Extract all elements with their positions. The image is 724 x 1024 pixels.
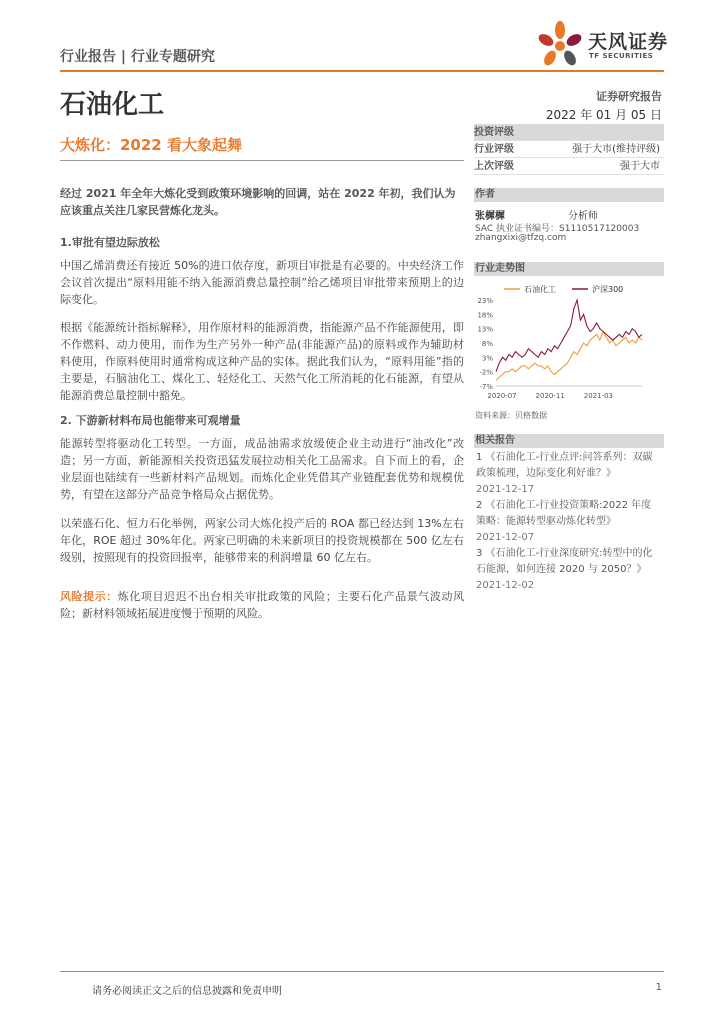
author-header: 作者	[474, 188, 664, 202]
author-name: 张樨樨	[475, 211, 505, 222]
industry-title: 石油化工	[60, 90, 165, 120]
header-divider	[60, 70, 664, 72]
related-report-item[interactable]	[476, 498, 660, 546]
footer-divider	[60, 971, 664, 972]
rating-row	[474, 141, 664, 158]
rating-row	[474, 158, 664, 175]
headline-divider	[60, 160, 464, 161]
related-report-title[interactable]: 3 《石油化工-行业深度研究:转型中的化石能源，如何连接 2020 与 2050？》	[476, 548, 653, 575]
related-report-item[interactable]	[476, 450, 660, 498]
rating-header: 投资评级	[474, 127, 514, 138]
related-report-item[interactable]	[476, 546, 660, 594]
report-type: 证券研究报告	[596, 90, 662, 103]
related-report-title[interactable]: 2 《石油化工-行业投资策略:2022 年度策略：能源转型驱动炼化转型》	[476, 500, 652, 527]
section1-paragraph1: 中国乙烯消费还有接近 50%的进口依存度，新项目审批是有必要的。中央经济工作会议首次提出“原料用能不纳入能源消费总量控制”给乙烯项目审批带来预期上的边际变化。	[60, 259, 464, 306]
rating-header-row	[474, 124, 664, 141]
risk-warning	[60, 588, 464, 622]
x-tick-label: 2021-03	[583, 392, 613, 400]
related-report-date: 2021-12-02	[476, 580, 535, 591]
rating-table	[474, 124, 664, 175]
report-date: 2022 年 01 月 05 日	[545, 108, 662, 122]
related-reports-list	[476, 450, 660, 594]
author-sac-number: SAC 执业证书编号：S1110517120003	[475, 224, 640, 234]
legend-label: 沪深300	[592, 285, 624, 294]
chart-source: 资料来源：贝格数据	[475, 411, 547, 420]
risk-label: 风险提示：	[60, 590, 118, 603]
trend-chart-svg	[474, 276, 664, 402]
related-report-date: 2021-12-07	[476, 532, 535, 543]
author-email[interactable]: zhangxixi@tfzq.com	[475, 233, 567, 243]
rating-key: 上次评级	[474, 161, 514, 172]
abstract: 经过 2021 年全年大炼化受到政策环境影响的回调，站在 2022 年初，我们认为应该重点关注几家民营炼化龙头。	[60, 187, 456, 217]
page-number: 1	[655, 982, 662, 993]
trend-chart	[474, 276, 664, 402]
report-headline: 大炼化：2022 看大象起舞	[60, 136, 242, 154]
related-header: 相关报告	[474, 434, 664, 448]
y-tick-label: -7%	[479, 383, 493, 391]
trend-header: 行业走势图	[474, 262, 664, 276]
section2-title: 2. 下游新材料布局也能带来可观增量	[60, 414, 241, 427]
x-tick-label: 2020-11	[535, 392, 565, 400]
rating-value: 强于大市(维持评级)	[572, 144, 660, 155]
y-tick-label: 13%	[477, 325, 493, 334]
rating-value: 强于大市	[620, 161, 660, 172]
y-tick-label: 23%	[477, 297, 493, 305]
tf-securities-logo	[532, 18, 588, 74]
series-line-petrochemical	[496, 332, 642, 381]
section1-title: 1.审批有望边际放松	[60, 236, 160, 249]
section2-paragraph1: 能源转型将驱动化工转型。一方面，成品油需求放缓使企业主动进行“油改化”改造；另一方面，新能源相关投资迅猛发展拉动相关化工品需求。自下而上的看，企业层面也陆续有一些新材料产品规划。而炼化企业凭借其产业链配套优势和规模优势，有望在这部分产品竞争格局众占据优势。	[60, 437, 464, 501]
related-report-date: 2021-12-17	[476, 484, 535, 495]
y-tick-label: 3%	[481, 354, 493, 363]
brand-name-en: TF SECURITIES	[589, 52, 654, 60]
brand-name-cn: 天风证券	[588, 31, 669, 53]
y-tick-label: 8%	[481, 340, 493, 348]
brand	[532, 18, 672, 74]
author-title: 分析师	[568, 211, 598, 222]
risk-text: 炼化项目迟迟不出台相关审批政策的风险；主要石化产品景气波动风险；新材料领域拓展进度慢于预期的风险。	[60, 590, 465, 620]
related-report-title[interactable]: 1 《石油化工-行业点评:问答系列：双碳政策梳理，边际变化利好谁？》	[476, 452, 653, 479]
legend-label: 石油化工	[524, 285, 556, 294]
section2-paragraph2: 以荣盛石化、恒力石化举例，两家公司大炼化投产后的 ROA 都已经达到 13%左右年化，ROE 超过 30%年化。两家已明确的未来新项目的投资规模都在 500 亿左右级别，按照现有的投资回报率，能够带来的利润增量 60 亿左右。	[60, 517, 464, 564]
y-tick-label: -2%	[479, 368, 493, 377]
rating-key: 行业评级	[474, 144, 514, 155]
breadcrumb: 行业报告 | 行业专题研究	[60, 49, 215, 65]
y-tick-label: 18%	[477, 311, 493, 320]
x-tick-label: 2020-07	[487, 392, 517, 400]
disclaimer-note: 请务必阅读正文之后的信息披露和免责申明	[92, 986, 282, 997]
section1-paragraph2: 根据《能源统计指标解释》，用作原材料的能源消费，指能源产品不作能源使用，即不作燃料、动力使用，而作为生产另外一种产品(非能源产品)的原料或作为辅助材料使用，作原料使用时通常构成这种产品的实体。据此我们认为，“原料用能”指的主要是，石脑油化工、煤化工、轻烃化工、天然气化工所消耗的化石能源，有望从能源消费总量控制中豁免。	[60, 321, 464, 402]
